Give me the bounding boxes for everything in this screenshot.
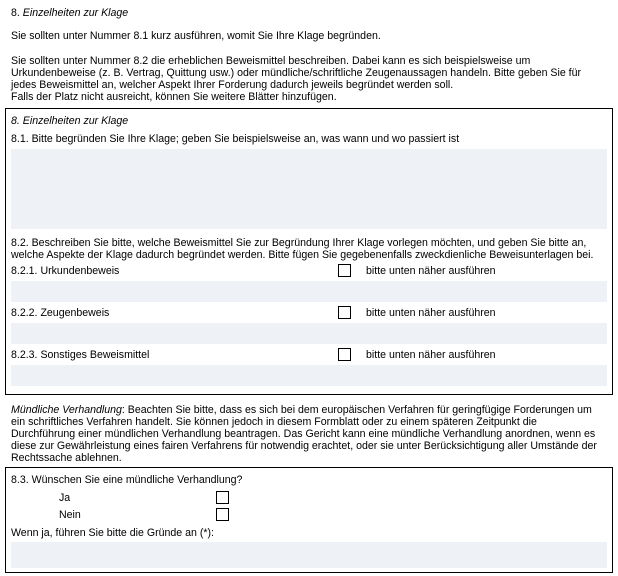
question-8-2-line-2: welche Aspekte der Klage dadurch begründet werden. Bitte fügen Sie gegebenenfalls zweckdienliche Beweisunterlagen bei. <box>11 249 594 261</box>
evidence-other-checkbox[interactable] <box>338 348 351 361</box>
question-8-3: 8.3. Wünschen Sie eine mündliche Verhandlung? <box>11 474 243 486</box>
hearing-line-2: ein schriftliches Verfahren handelt. Sie können jedoch in diesem Formblatt oder zu einem späteren Zeitpunkt die <box>11 416 537 428</box>
intro-paragraph-2-line-4: Falls der Platz nicht ausreicht, können Sie weitere Blätter hinzufügen. <box>11 91 337 103</box>
hearing-title: Mündliche Verhandlung <box>11 404 122 416</box>
evidence-document-checkbox[interactable] <box>338 264 351 277</box>
intro-heading-num: 8. <box>11 7 23 19</box>
evidence-hint-other: bitte unten näher ausführen <box>366 349 496 361</box>
claim-reason-textarea[interactable] <box>11 149 607 229</box>
hearing-line-1 <box>11 404 607 416</box>
section-8-heading: 8. Einzelheiten zur Klage <box>11 115 129 127</box>
intro-paragraph-1: Sie sollten unter Nummer 8.1 kurz ausführen, womit Sie Ihre Klage begründen. <box>11 30 381 42</box>
reasons-textarea[interactable] <box>11 542 607 568</box>
evidence-witness-checkbox[interactable] <box>338 306 351 319</box>
hearing-line-5: Rechtssache ablehnen. <box>11 452 122 464</box>
evidence-document-field[interactable] <box>11 281 607 302</box>
intro-heading <box>11 7 128 19</box>
evidence-hint-document: bitte unten näher ausführen <box>366 265 496 277</box>
question-8-2-line-1: 8.2. Beschreiben Sie bitte, welche Beweismittel Sie zur Begründung Ihrer Klage vorlegen möchten, und geben Sie bitte an, <box>11 237 587 249</box>
hearing-yes-label: Ja <box>59 492 71 504</box>
evidence-other-field[interactable] <box>11 365 607 386</box>
intro-paragraph-2-line-2: Urkundenbeweise (z. B. Vertrag, Quittung usw.) oder mündliche/schriftliche Zeugenaussagen handeln. Bitte geben Sie für <box>11 67 582 79</box>
intro-heading-text: Einzelheiten zur Klage <box>22 7 129 19</box>
evidence-label-witness: 8.2.2. Zeugenbeweis <box>11 307 110 319</box>
intro-paragraph-2-line-3: jedes Beweismittel an, welcher Aspekt Ihrer Forderung dadurch jeweils begründet werden soll. <box>11 79 454 91</box>
evidence-label-other: 8.2.3. Sonstiges Beweismittel <box>11 349 150 361</box>
hearing-line-3: Durchführung einer mündlichen Verhandlung beantragen. Das Gericht kann eine mündliche Verhandlung anordnen, wenn es <box>11 428 596 440</box>
evidence-witness-field[interactable] <box>11 323 607 344</box>
hearing-no-checkbox[interactable] <box>216 508 229 521</box>
evidence-label-document: 8.2.1. Urkundenbeweis <box>11 265 120 277</box>
hearing-yes-checkbox[interactable] <box>216 491 229 504</box>
hearing-line-1-text: : Beachten Sie bitte, dass es sich bei dem europäischen Verfahren für geringfügige Forderungen um <box>121 404 592 416</box>
intro-paragraph-2-line-1: Sie sollten unter Nummer 8.2 die erheblichen Beweismittel beschreiben. Dabei kann es sich beispielsweise um <box>11 55 531 67</box>
hearing-no-label: Nein <box>59 509 81 521</box>
reasons-label: Wenn ja, führen Sie bitte die Gründe an (*): <box>11 527 214 539</box>
hearing-line-4: diese zur Gewährleistung eines fairen Verfahrens für notwendig erachtet, oder sie unter Berücksichtigung aller Umstände der <box>11 440 597 452</box>
question-8-1: 8.1. Bitte begründen Sie Ihre Klage; geben Sie beispielsweise an, was wann und wo passiert ist <box>11 133 460 145</box>
evidence-hint-witness: bitte unten näher ausführen <box>366 307 496 319</box>
